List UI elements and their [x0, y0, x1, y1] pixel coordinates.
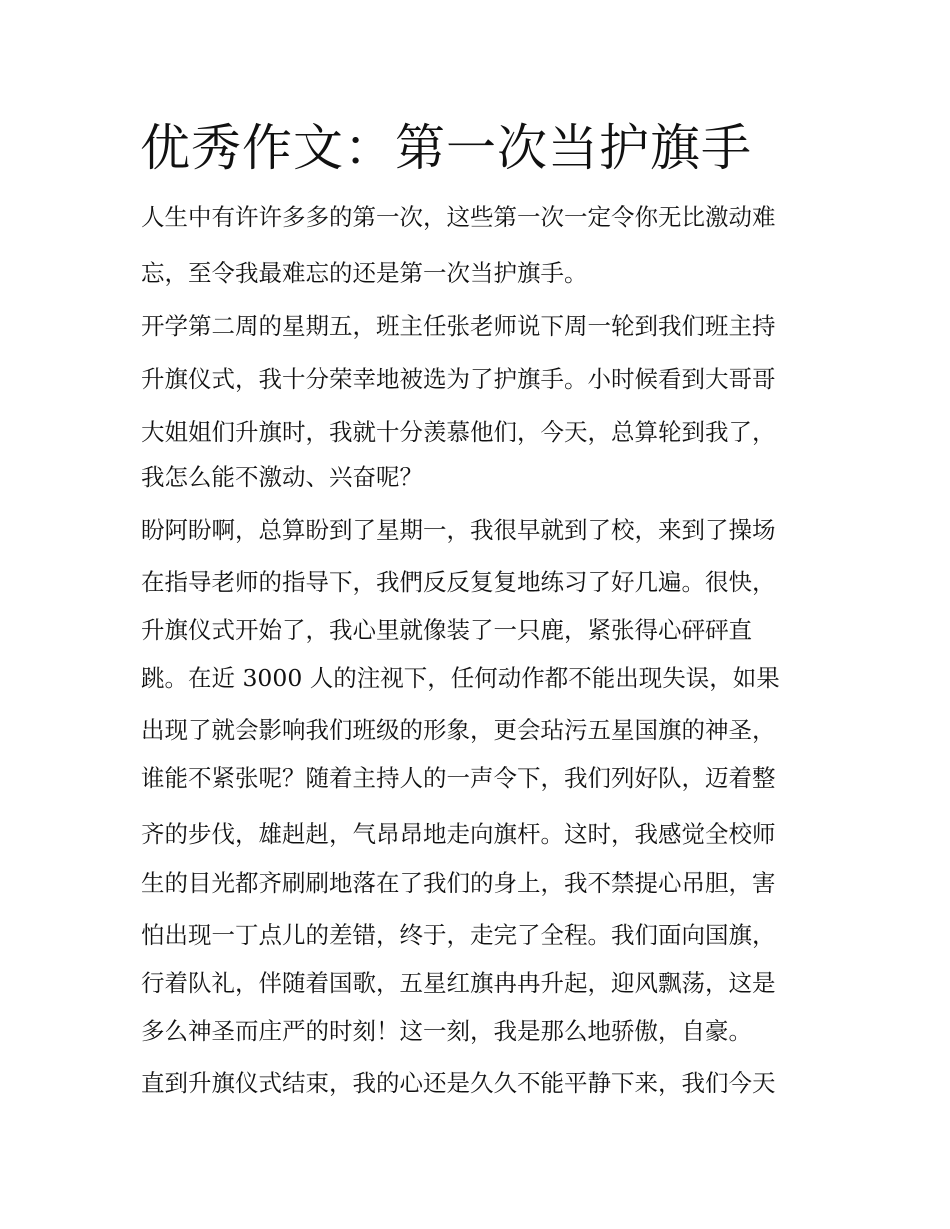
- text-line-5: 大姐姐们升旗时，我就十分羡慕他们，今天，总算轮到我了，: [141, 418, 776, 446]
- text-line-18: 直到升旗仪式结束，我的心还是久久不能平静下来，我们今天: [141, 1069, 776, 1097]
- document-title: 优秀作文：第一次当护旗手: [140, 119, 752, 177]
- text-line-14: 生的目光都齐刷刷地落在了我们的身上，我不禁提心吊胆，害: [141, 869, 776, 897]
- text-line-10: 跳。在近 3000 人的注视下，任何动作都不能出现失误，如果: [141, 664, 780, 692]
- text-line-12: 谁能不紧张呢？随着主持人的一声令下，我们列好队，迈着整: [141, 764, 776, 792]
- text-line-1: 人生中有许许多多的第一次，这些第一次一定令你无比激动难: [141, 203, 776, 231]
- text-line-2: 忘，至令我最难忘的还是第一次当护旗手。: [141, 259, 588, 287]
- text-line-17: 多么神圣而庄严的时刻！这一刻，我是那么地骄傲，自豪。: [141, 1017, 752, 1045]
- text-line-8: 在指导老师的指导下，我們反反复复地练习了好几遍。很快，: [141, 568, 776, 596]
- text-line-6: 我怎么能不激动、兴奋呢？: [141, 463, 423, 491]
- text-line-4: 升旗仪式，我十分荣幸地被选为了护旗手。小时候看到大哥哥: [141, 365, 776, 393]
- text-line-3: 开学第二周的星期五，班主任张老师说下周一轮到我们班主持: [141, 312, 776, 340]
- text-line-16: 行着队礼，伴随着国歌，五星红旗冉冉升起，迎风飘荡，这是: [141, 969, 776, 997]
- text-line-7: 盼阿盼啊，总算盼到了星期一，我很早就到了校，来到了操场: [141, 516, 776, 544]
- text-line-9: 升旗仪式开始了，我心里就像装了一只鹿，紧张得心砰砰直: [141, 616, 752, 644]
- text-line-15: 怕出现一丁点儿的差错，终于，走完了全程。我们面向国旗，: [141, 921, 776, 949]
- text-line-13: 齐的步伐，雄赳赳，气昂昂地走向旗杆。这时，我感觉全校师: [141, 820, 776, 848]
- text-line-11: 出现了就会影响我们班级的形象，更会玷污五星国旗的神圣，: [141, 716, 776, 744]
